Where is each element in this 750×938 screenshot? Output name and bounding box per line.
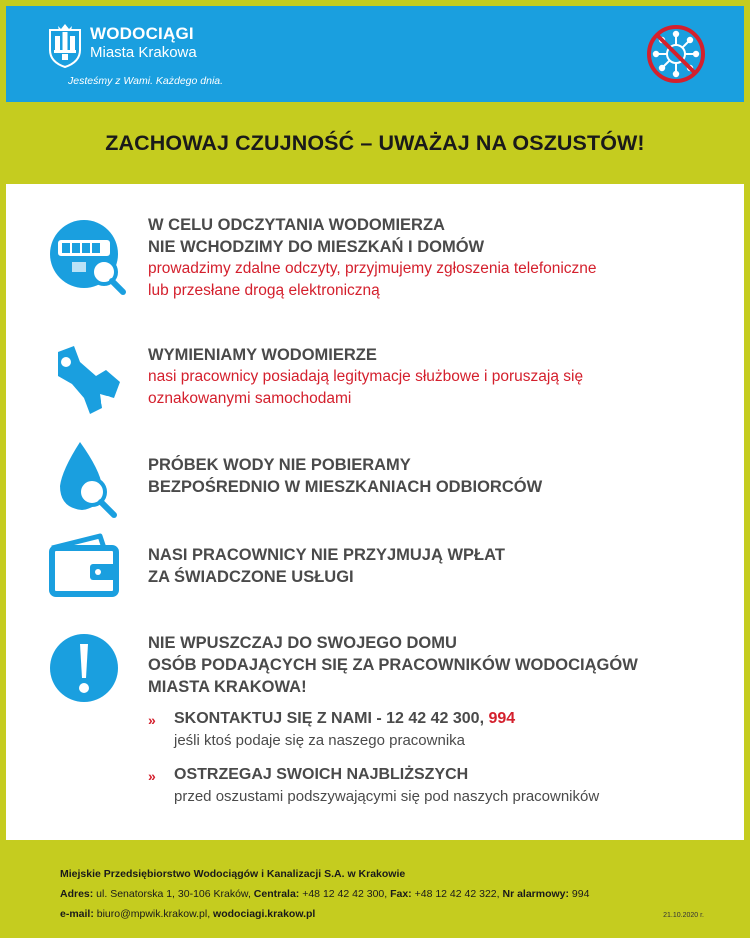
tagline: Jesteśmy z Wami. Każdego dnia. bbox=[68, 75, 224, 87]
section-heading-line: WYMIENIAMY WODOMIERZE bbox=[148, 346, 377, 364]
alarm-value: 994 bbox=[569, 888, 590, 900]
section-heading-line: OSÓB PODAJĄCYCH SIĘ ZA PRACOWNIKÓW WODOCIĄGÓW bbox=[148, 656, 638, 674]
chevron-right-icon: » bbox=[148, 768, 156, 784]
fax-value: +48 12 42 42 322, bbox=[411, 888, 503, 900]
warning-banner bbox=[6, 102, 744, 184]
section-heading-line: NIE WCHODZIMY DO MIESZKAŃ I DOMÓW bbox=[148, 238, 485, 256]
brand-name: WODOCIĄGI bbox=[90, 24, 194, 43]
section-heading-line: BEZPOŚREDNIO W MIESZKANIACH ODBIORCÓW bbox=[148, 478, 543, 496]
footer-company bbox=[60, 868, 405, 880]
bullet-title bbox=[174, 710, 515, 728]
centrala-label: Centrala: bbox=[253, 888, 300, 900]
section-heading-line: W CELU ODCZYTANIA WODOMIERZA bbox=[148, 216, 445, 234]
wallet-icon bbox=[44, 526, 130, 612]
chevron-right-icon: » bbox=[148, 712, 156, 728]
section-water-samples bbox=[6, 434, 744, 514]
water-drop-magnifier-icon bbox=[44, 436, 130, 522]
exclamation-icon bbox=[44, 628, 130, 714]
fax-label: Fax: bbox=[390, 888, 412, 900]
section-text bbox=[148, 632, 728, 698]
section-detail-line: lub przesłane drogą elektroniczną bbox=[148, 282, 380, 299]
section-heading-line: NIE WPUSZCZAJ DO SWOJEGO DOMU bbox=[148, 634, 457, 652]
page-content bbox=[6, 6, 744, 932]
bullet-title: OSTRZEGAJ SWOICH NAJBLIŻSZYCH bbox=[174, 766, 469, 783]
no-virus-icon bbox=[644, 22, 708, 86]
crest-icon bbox=[46, 22, 84, 68]
section-payments bbox=[6, 526, 744, 606]
section-detail-line: prowadzimy zdalne odczyty, przyjmujemy zgłoszenia telefoniczne bbox=[148, 260, 597, 277]
section-detail-line: nasi pracownicy posiadają legitymacje służbowe i poruszają się bbox=[148, 368, 584, 385]
website-link[interactable]: wodociagi.krakow.pl bbox=[213, 908, 316, 920]
section-text bbox=[148, 214, 728, 302]
email-link[interactable]: biuro@mpwik.krakow.pl, bbox=[93, 908, 214, 920]
footer bbox=[6, 840, 744, 932]
section-detail-line: oznakowanymi samochodami bbox=[148, 390, 352, 407]
brand-city: Miasta Krakowa bbox=[90, 44, 197, 61]
footer-contact bbox=[60, 888, 589, 900]
section-text bbox=[148, 344, 728, 410]
section-meter-reading bbox=[6, 206, 744, 306]
section-warning bbox=[6, 624, 744, 714]
section-meter-replacement bbox=[6, 336, 744, 416]
address-value: ul. Senatorska 1, 30-106 Kraków, bbox=[93, 888, 254, 900]
bullet-contact bbox=[148, 710, 728, 756]
section-heading-line: ZA ŚWIADCZONE USŁUGI bbox=[148, 568, 354, 586]
section-text bbox=[148, 544, 728, 588]
footer-online bbox=[60, 908, 315, 920]
issue-date: 21.10.2020 r. bbox=[663, 912, 704, 919]
alarm-label: Nr alarmowy: bbox=[502, 888, 570, 900]
bullet-title-text: SKONTAKTUJ SIĘ Z NAMI - 12 42 42 300, bbox=[174, 710, 489, 727]
email-label: e-mail: bbox=[60, 908, 94, 920]
section-heading-line: PRÓBEK WODY NIE POBIERAMY bbox=[148, 456, 411, 474]
address-label: Adres: bbox=[60, 888, 94, 900]
centrala-value: +48 12 42 42 300, bbox=[299, 888, 391, 900]
bullet-warn-relatives bbox=[148, 766, 728, 812]
bullet-subtitle: jeśli ktoś podaje się za naszego pracownika bbox=[174, 732, 465, 749]
section-heading-line: NASI PRACOWNICY NIE PRZYJMUJĄ WPŁAT bbox=[148, 546, 505, 564]
bullet-subtitle: przed oszustami podszywającymi się pod naszych pracowników bbox=[174, 788, 600, 805]
header bbox=[6, 6, 744, 102]
wrench-icon bbox=[44, 336, 130, 422]
section-text bbox=[148, 454, 728, 498]
banner-title: ZACHOWAJ CZUJNOŚĆ – UWAŻAJ NA OSZUSTÓW! bbox=[105, 130, 645, 155]
water-meter-magnifier-icon bbox=[44, 214, 130, 300]
company-name: Miejskie Przedsiębiorstwo Wodociągów i Kanalizacji S.A. w Krakowie bbox=[60, 868, 406, 880]
logo[interactable] bbox=[46, 20, 266, 92]
section-heading-line: MIASTA KRAKOWA! bbox=[148, 678, 307, 696]
emergency-number[interactable]: 994 bbox=[488, 710, 516, 727]
